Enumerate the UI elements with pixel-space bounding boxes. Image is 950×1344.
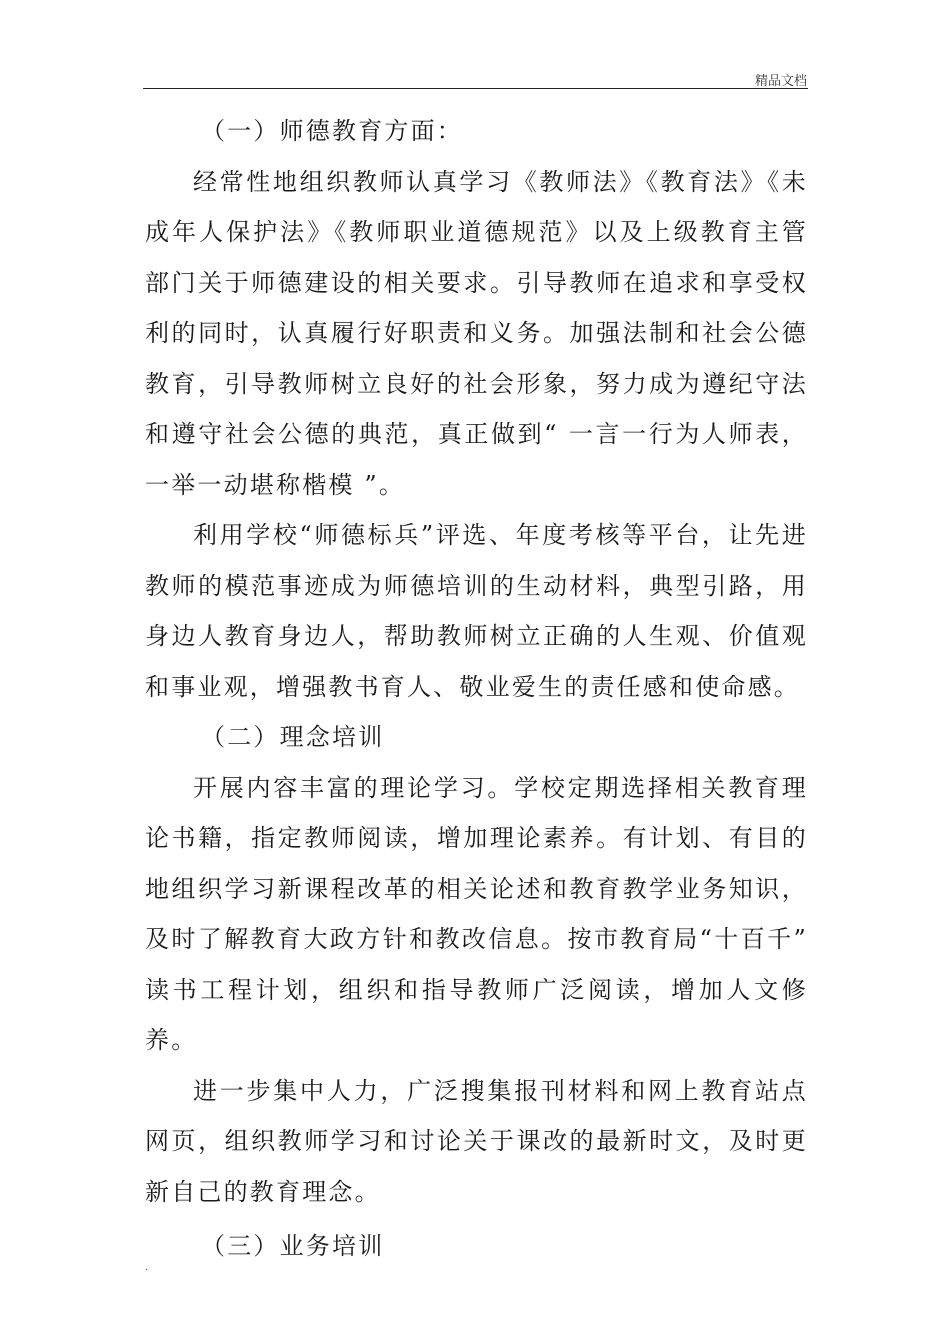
section-heading-2: （二）理念培训 [201, 723, 385, 751]
section-heading-1: （一）师德教育方面： [201, 117, 463, 145]
paragraph-3: 开展内容丰富的理论学习。学校定期选择相关教育理论书籍，指定教师阅读，增加理论素养。有计划、有目的地组织学习新课程改革的相关论述和教育教学业务知识，及时了解教育大政方针和教改信息。按市教育局“十百千” 读书工程计划，组织和指导教师广泛阅读，增加人文修养。 [145, 773, 808, 1054]
footer-mark: . [145, 1262, 149, 1273]
header-divider [143, 88, 808, 89]
header-label: 精品文档 [754, 74, 807, 89]
paragraph-4: 进一步集中人力，广泛搜集报刊材料和网上教育站点网页，组织教师学习和讨论关于课改的最新时文，及时更新自己的教育理念。 [145, 1076, 808, 1206]
document-body [145, 106, 808, 1272]
paragraph-1: 经常性地组织教师认真学习《教师法》《教育法》《未成年人保护法》《教师职业道德规范》以及上级教育主管部门关于师德建设的相关要求。引导教师在追求和享受权利的同时，认真履行好职责和义务。加强法制和社会公德教育，引导教师树立良好的社会形象，努力成为遵纪守法和遵守社会公德的典范，真正做到“ 一言一行为人师表，一举一动堪称楷模 ”。 [145, 167, 808, 499]
paragraph-2: 利用学校“师德标兵”评选、年度考核等平台，让先进教师的模范事迹成为师德培训的生动材料，典型引路，用身边人教育身边人，帮助教师树立正确的人生观、价值观和事业观，增强教书育人、敬业爱生的责任感和使命感。 [145, 521, 808, 701]
section-heading-3: （三）业务培训 [201, 1232, 385, 1260]
